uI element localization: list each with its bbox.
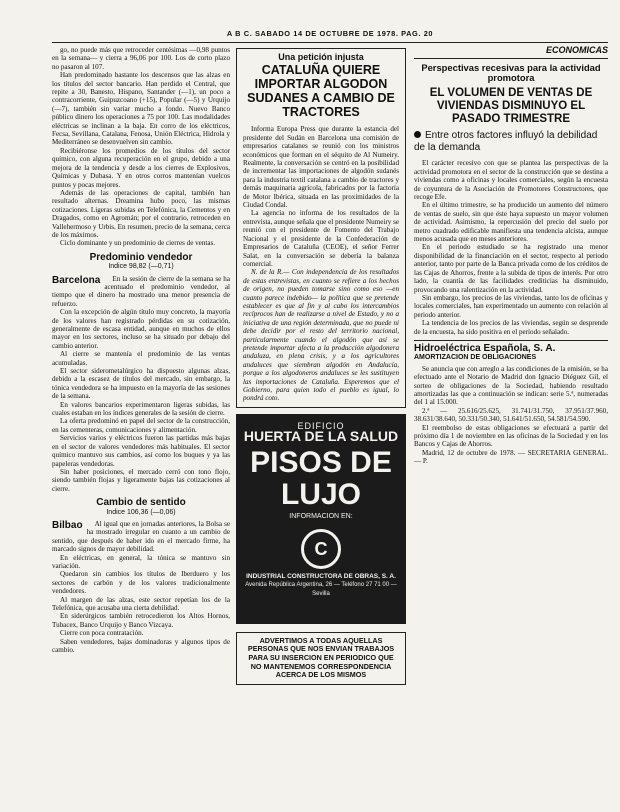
section-index: Indice 106,36 (—0,06) [106,508,176,516]
paragraph: Al margen de las alzas, este sector repetían los de la Telefónica, que acusaba una cierta debilidad. [52,595,230,612]
ad-line: INFORMACION EN: [289,512,353,520]
paragraph: Quedaron sin cambios los títulos de Iberduero y los sectores de carbón y de los valores tradicionalmente vendedores. [52,570,230,596]
ad-line: EDIFICIO [297,420,345,431]
divider [414,58,608,59]
ad-company: INDUSTRIAL CONSTRUCTORA DE OBRAS, S. A. [246,573,396,581]
column-economics [414,46,608,806]
section-index: Indice 98,82 (—0,71) [108,263,174,271]
paragraph: Ciclo dominante y un predominio de cierres de ventas. [60,239,216,248]
ad-headline: PISOS DE LUJO [250,445,392,511]
paragraph: En la sesión de cierre de la semana se ha acentuado el predominio vendedor, al tiempo que el dinero ha mostrado una menor presencia de refuerzo. [52,274,230,308]
city-heading: Bilbao [52,519,83,531]
paragraph: La agencia no informa de los resultados de la entrevista, aunque señala que el presidente Numeiry se reunió con el presidente de Fomento del Trabajo Nacional y el presidente de la Confederación de Empresarios de Cataluña (CEOE), el señor Ferrer Salat, en la conversación se debería la balanza comercial. [243,209,399,268]
paragraph: En siderúrgicos también retrocedieron los Altos Hornos, Tubacex, Banco Urquijo y Banco Vizcaya. [52,612,230,629]
advertisement [236,414,406,624]
column-markets [52,46,230,806]
paragraph: Informa Europa Press que durante la estancia del presidente del Sudán en Barcelona una comisión de empresarios catalanes se reunió con los ministros económicos que forman en el séquito de Al Numeiry. Realmente, la conversación se centró en la posibilidad de incrementar las importaciones de algodón sudanés para la industria textil catalana a cambio de tractores y demás maquinaria agrícola, fabricados por la factoría de Motor Ibérica, situada en las proximidades de la Ciudad Condal. [243,125,399,210]
paragraph: El sector siderometalúrgico ha dispuesto algunas alzas, debido a la escasez de títulos del mercado, sin embargo, la tónica vendedora se ha impuesto en la mayoría de las sesiones de la semana. [52,367,230,401]
notice-subtitle: AMORTIZACION DE OBLIGACIONES [414,354,537,362]
paragraph: En el último trimestre, se ha producido un aumento del número de ventas de suelo, sin que éste haya supuesto un mayor volumen de actividad. Asimismo, la repercusión del precio del suelo por metro cuadrado edificable manifiesta una tendencia alcista, aunque menos acusada que en meses anteriores. [414,201,608,244]
paragraph: Cierre con poca contratación. [60,629,144,638]
page-header: A B C. SABADO 14 DE OCTUBRE DE 1978. PAG. 20 [226,29,434,38]
paragraph: La tendencia de los precios de las viviendas, según se desprende de la encuesta, ha sido positiva en el período señalado. [414,319,608,336]
article-kicker: Perspectivas recesivas para la actividad promotora [421,62,601,84]
subtitle-text: Entre otros factores influyó la debilidad de la demanda [414,130,598,153]
section-label: ECONOMICAS [545,46,608,55]
article-title: EL VOLUMEN DE VENTAS DE VIVIENDAS DISMINUYO EL PASADO TRIMESTRE [429,87,593,126]
editor-note: N. de la R.— Con independencia de los resultados de estas entrevistas, en cuanto se refiere a los hechos de origen, no pueden tomarse sino como eso —en cuanto parece indebido— la política que se pretende establecer es que al fin y al cabo los intercambios recíprocos han de realizarse a nivel de Estado, y no a iniciativa de una región determinada, que no puede ni debe decidir por el resto del territorio nacional, particularmente cuando el algodón que así se pretende importar afecta a la producción algodonera andaluza, en plena crisis, y a los agricultores andaluces que siembran algodón en Andalucía, porque a los algodoneros andaluces se les sustituyen las importaciones de Cataluña. Esperemos que el Gobierno, para quien todo el pueblo es igual, lo pondrá coto. [243,268,399,403]
paragraph: El reembolso de estas obligaciones se efectuará a partir del próximo día 1 de noviembre en las oficinas de la Sociedad y en los Bancos y Cajas de Ahorros. [414,423,608,449]
paragraph: Al cierre se mantenía el predominio de las ventas acumuladas. [52,350,230,367]
paragraph: En el periodo estudiado se ha registrado una menor disponibilidad de la financiación en el sector, respecto al periodo anterior, tanto por parte de la Banca privada como de los créditos de las Cajas de Ahorros, frente a la subida de tipos de interés. Por otro lado, la cuantía de las facilidades crediticias ha disminuido, provocando una ralentización en la actividad. [414,243,608,294]
paragraph: go, no puede más que retroceder centésimas —0,98 puntos en la semana— y cierra a 96,06 por 100. Los de corto plazo no pasaron al 107. [52,46,230,71]
boxed-article [236,48,406,408]
paragraph: En valores bancarios experimentaron ligeras subidas, las cuales estaban en los índices generales de la sesión de cierre. [52,400,230,418]
paragraph: Sin haber posiciones, el mercado cerró con tono flojo, siendo también flojas y ligeramente bajas las cotizaciones al cierre. [52,467,230,493]
paragraph: Se anuncia que con arreglo a las condiciones de la emisión, se ha efectuado ante el Notario de Madrid don Ignacio Diéguez Gil, el sorteo de obligaciones de la Sociedad, habiendo resultado amortizadas las que a continuación se indican: serie 5.ª, numeradas del 1 al 15.000. [414,364,608,407]
paragraph: Sin embargo, los precios de las viviendas, tanto los de oficinas y locales comerciales, han experimentado un aumento con relación al periodo anterior. [414,293,608,319]
paragraph: Han predominado bastante los descensos que las alzas en los títulos del sector bancario. Han perdido el Central, que repite a 30, Banesto, Hispano, Santander (—1), un poco a contracorriente, Guipuzcoano (+15), Popular (—5) y Urquijo (—7), también sin variar mucho a fondo. Nuevo Banco público dinero los operaciones a 75 por 100. Las modalidades eléctricas se inclinan a la baja. En corro de los eléctricos, Fecsa, Sevillana, Catalana, Fenosa, Unión Eléctrica, Hidrola y Mediterráneo se desenvuelven sin cambio. [52,71,230,147]
paragraph: En eléctricas, en general, la tónica se mantuvo sin variación. [52,553,230,570]
ad-address: Avenida República Argentina, 26 — Teléfono 27 71 00 — Sevilla [245,582,397,597]
paragraph: Servicios varios y eléctricos fueron las partidas más bajas en el sector de valores vendedores más habituales. El sector químico mantuvo sus cambios, así como los buques y ya las papeleras vendedoras. [52,434,230,468]
paragraph: Al igual que en jornadas anteriores, la Bolsa se ha mostrado irregular en cuanto a un cambio de sentido, que después de haber ido en el mercado firme, ha marcado signos de mayor debilidad. [52,519,230,554]
paragraph: 2.ª — 25.616/25.625, 31.741/31.750, 37.951/37.960, 38.631/38.640, 50.331/50.340, 51.641/51.650, 54.581/54.590. [414,406,608,424]
section-heading: Cambio de sentido [96,497,186,509]
paragraph: La oferta predominó en papel del sector de la construcción, en las cementeras, comunicaciones y alimentación. [52,417,230,434]
paragraph: Además de las operaciones de capital, también han resultado alternas. Dreamina hubo poco, las mismas cotizaciones. Ligeras subidas en Telefónica, la Cementos y en Dragados, como en Agromán; por el contrario, retroceden en Vallehermoso y Urbis. En resumen, precio de la semana, cerca de los máximos. [52,188,230,239]
paragraph: Saben vendedores, bajas dominadoras y algunos tipos de cambio. [52,637,230,655]
paragraph: Madrid, 12 de octubre de 1978. — SECRETARIA GENERAL. — P. [414,448,608,466]
city-heading: Barcelona [52,274,101,286]
header-rule [52,42,608,43]
article-kicker: Una petición injusta [278,52,364,62]
paragraph: Recibiéronse los promedios de los títulos del sector químico, con alguna recuperación en el grupo, debido a una mejora de la tendencia y desde a los cierres de Explosivos, Químicas y Dubasa. Y en otros corros mantenían vuelcos puntos y pocas mejores. [52,146,230,189]
article-subtitle [414,130,608,153]
column-center [236,46,406,806]
article-title: CATALUÑA QUIERE IMPORTAR ALGODON SUDANES A CAMBIO DE TRACTORES [247,63,395,120]
notice-box [236,632,406,685]
section-heading: Predominio vendedor [89,251,193,263]
paragraph: Con la excepción de algún título muy concreto, la mayoría de los valores han registrado pérdidas en su cotización, generalmente de escasa entidad, aunque en muchos de ellos mayor en los sectores, incluso se ha situado por debajo del cambio anterior. [52,308,230,350]
company-logo-icon: C [301,529,341,569]
divider [414,340,608,341]
ad-line: HUERTA DE LA SALUD [243,428,399,445]
bullet-icon [414,131,421,138]
notice-text: ADVERTIMOS A TODAS AQUELLAS PERSONAS QUE NOS ENVIAN TRABAJOS PARA SU INSERCION EN PERIODICO QUE NO MANTENEMOS CORRESPONDENCIA ACERCA DE LOS MISMOS [247,635,395,680]
notice-title: Hidroeléctrica Española, S. A. [414,342,556,354]
paragraph: El carácter recesivo con que se plantea las perspectivas de la actividad promotora en el sector de la construcción que se destina a viviendas como a oficinas y locales comerciales, según la encuesta de coyuntura de la Asociación de Promotores Constructores, que recoge Efe. [414,159,608,202]
